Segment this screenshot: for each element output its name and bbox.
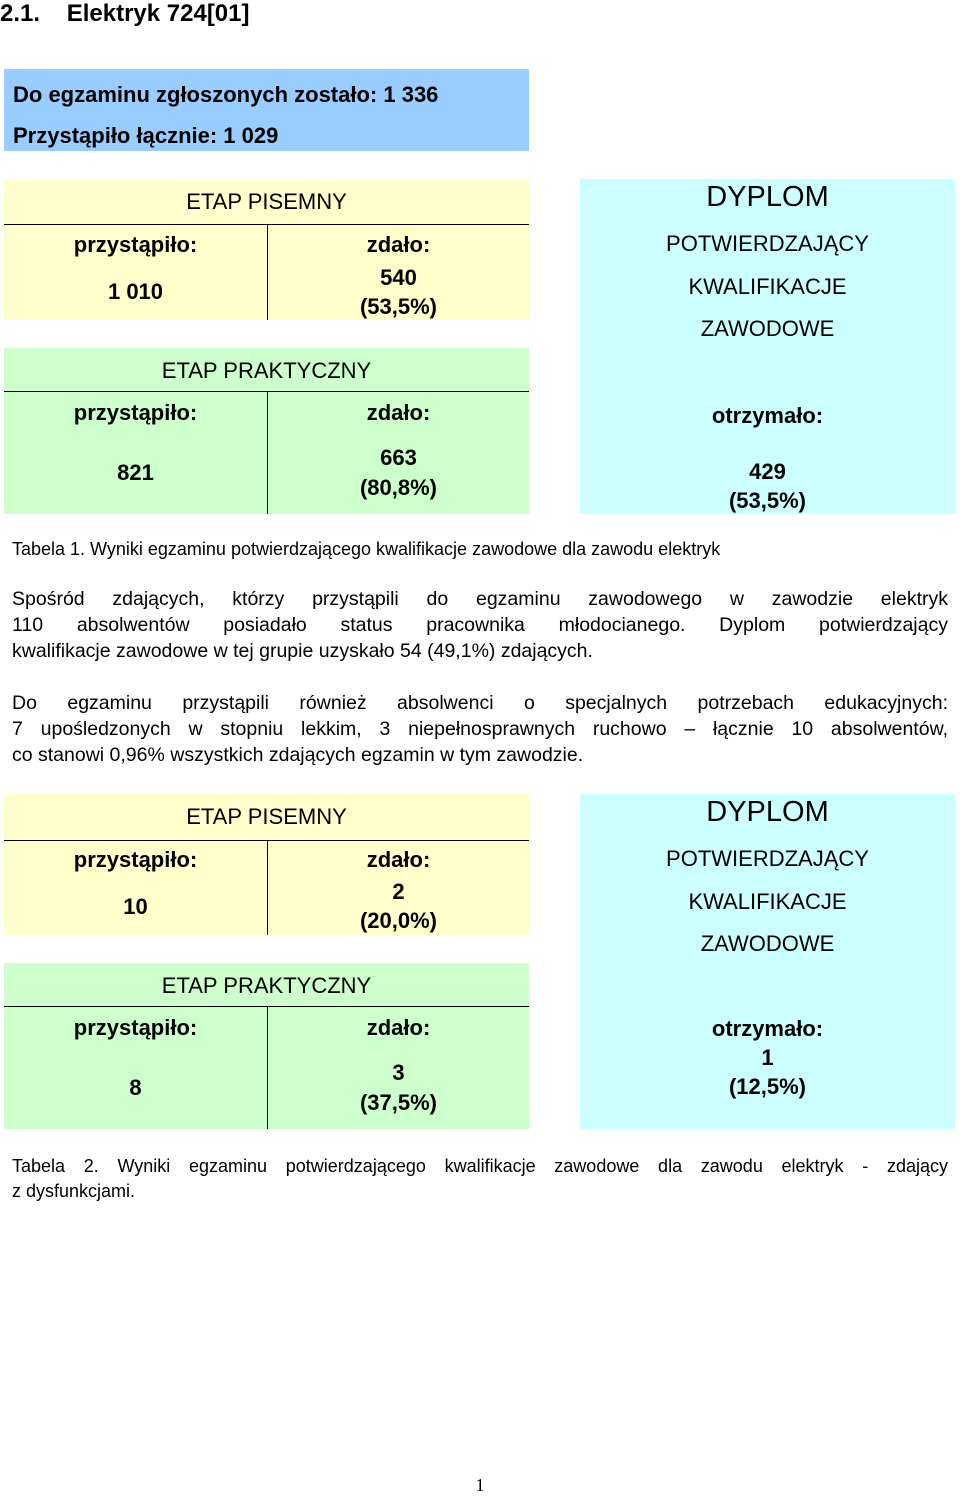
- registered-count: Do egzaminu zgłoszonych zostało: 1 336: [13, 82, 439, 107]
- summary-box: [4, 69, 529, 151]
- written-attended-label: przystąpiło:: [73, 847, 198, 872]
- table2-practical-stage: [4, 963, 529, 1129]
- practical-passed-value: 3: [392, 1060, 405, 1085]
- practical-passed-label: zdało:: [366, 1015, 431, 1040]
- diploma-received-label: otrzymało:: [711, 403, 824, 428]
- practical-attended-value: 821: [117, 460, 154, 485]
- written-stage-title: ETAP PISEMNY: [186, 804, 347, 829]
- table2-caption-line-2: z dysfunkcjami.: [12, 1181, 136, 1201]
- diploma-line-2: KWALIFIKACJE: [688, 889, 847, 914]
- attended-count: Przystąpiło łącznie: 1 029: [13, 123, 279, 148]
- practical-attended-label: przystąpiło:: [73, 400, 198, 425]
- paragraph-2: [12, 690, 948, 768]
- page-number: 1: [475, 1475, 485, 1495]
- written-passed-label: zdało:: [366, 847, 431, 872]
- diploma-received-value: 1: [761, 1045, 774, 1070]
- practical-attended-label: przystąpiło:: [73, 1015, 198, 1040]
- table2-caption: [12, 1154, 948, 1204]
- written-passed-label: zdało:: [366, 232, 431, 257]
- practical-passed-percent: (37,5%): [359, 1090, 438, 1115]
- practical-stage-title: ETAP PRAKTYCZNY: [161, 358, 372, 383]
- table1-written-stage: [4, 179, 529, 320]
- written-attended-value: 1 010: [107, 279, 164, 304]
- section-title: Elektryk 724[01]: [66, 0, 250, 27]
- written-passed-value: 2: [392, 879, 405, 904]
- diploma-line-2: KWALIFIKACJE: [688, 274, 847, 299]
- table2-caption-line-1: Tabela 2. Wyniki egzaminu potwierdzającego kwalifikacje zawodowe dla zawodu elektryk - zdający: [12, 1156, 948, 1176]
- diploma-received-percent: (12,5%): [728, 1074, 807, 1099]
- written-attended-value: 10: [123, 894, 148, 919]
- diploma-line-3: ZAWODOWE: [700, 316, 835, 341]
- paragraph-2-line: Do egzaminu przystąpili również absolwenci o specjalnych potrzebach edukacyjnych:: [12, 692, 948, 714]
- paragraph-2-line: co stanowi 0,96% wszystkich zdających egzamin w tym zawodzie.: [12, 744, 584, 766]
- paragraph-1-line: 110 absolwentów posiadało status pracownika młodocianego. Dyplom potwierdzający: [12, 614, 948, 636]
- table1-practical-stage: [4, 348, 529, 514]
- practical-passed-value: 663: [380, 445, 417, 470]
- paragraph-2-line: 7 upośledzonych w stopniu lekkim, 3 niepełnosprawnych ruchowo – łącznie 10 absolwentów,: [12, 718, 948, 740]
- practical-attended-value: 8: [129, 1075, 142, 1100]
- practical-stage-title: ETAP PRAKTYCZNY: [161, 973, 372, 998]
- diploma-title: DYPLOM: [706, 181, 829, 213]
- table1-diploma: [580, 179, 955, 514]
- table1-caption: Tabela 1. Wyniki egzaminu potwierdzającego kwalifikacje zawodowe dla zawodu elektryk: [12, 539, 721, 559]
- diploma-received-value: 429: [749, 459, 786, 484]
- table2-written-stage: [4, 794, 529, 935]
- diploma-title: DYPLOM: [706, 796, 829, 828]
- diploma-line-1: POTWIERDZAJĄCY: [666, 231, 869, 256]
- paragraph-1: [12, 586, 948, 664]
- diploma-received-label: otrzymało:: [711, 1016, 824, 1041]
- paragraph-1-line: kwalifikacje zawodowe w tej grupie uzyskało 54 (49,1%) zdających.: [12, 640, 593, 662]
- written-passed-percent: (20,0%): [359, 908, 438, 933]
- diploma-line-3: ZAWODOWE: [700, 931, 835, 956]
- written-attended-label: przystąpiło:: [73, 232, 198, 257]
- table2-diploma: [580, 794, 955, 1129]
- practical-passed-label: zdało:: [366, 400, 431, 425]
- written-stage-title: ETAP PISEMNY: [186, 189, 347, 214]
- section-heading: [0, 0, 250, 28]
- practical-passed-percent: (80,8%): [359, 475, 438, 500]
- diploma-line-1: POTWIERDZAJĄCY: [666, 846, 869, 871]
- written-passed-percent: (53,5%): [359, 294, 438, 319]
- paragraph-1-line: Spośród zdających, którzy przystąpili do egzaminu zawodowego w zawodzie elektryk: [12, 588, 948, 610]
- diploma-received-percent: (53,5%): [728, 488, 807, 513]
- section-number: 2.1.: [0, 0, 41, 27]
- written-passed-value: 540: [380, 265, 417, 290]
